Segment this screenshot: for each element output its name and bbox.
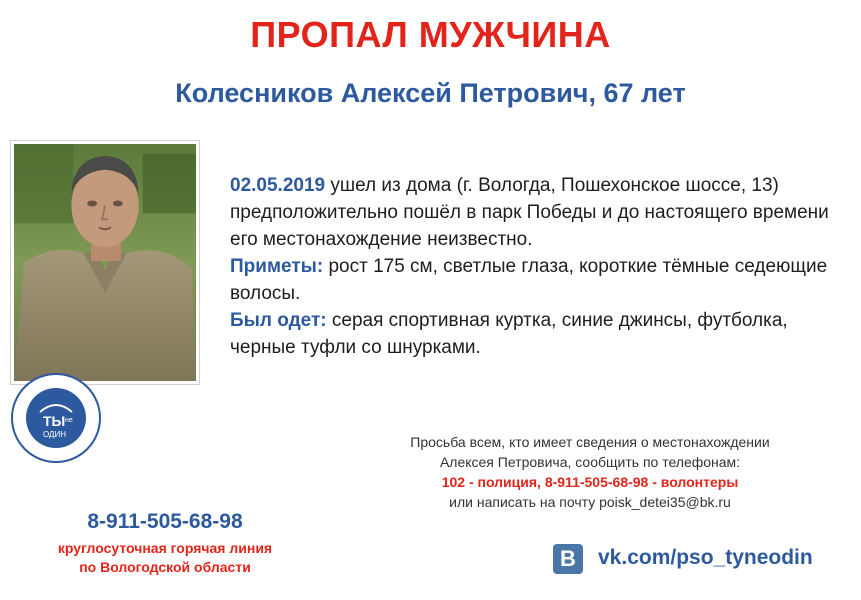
clothes-text: серая спортивная куртка, синие джинсы, футболка, черные туфли со шнурками. <box>230 310 788 358</box>
photo-frame <box>10 140 200 385</box>
request-line-2: Алексея Петровича, сообщить по телефонам: <box>439 454 741 470</box>
badge-text-odin: ОДИН <box>43 430 66 439</box>
hotline-number: 8-911-505-68-98 <box>87 510 243 533</box>
hotline-caption-line-2: по Вологодской области <box>79 559 251 575</box>
clothes-label: Был одет: <box>230 310 327 331</box>
email-line: или написать на почту poisk_detei35@bk.ru <box>449 494 731 510</box>
person-photo <box>14 144 196 381</box>
departure-text: ушел из дома (г. Вологда, Пошехонское шоссе, 13) предположительно пошёл в парк Победы и до настоящего времени его местонахождение неизвестно. <box>230 175 829 250</box>
phone-numbers-line: 102 - полиция, 8-911-505-68-98 - волонтеры <box>441 474 739 490</box>
volunteer-badge-logo <box>10 372 102 464</box>
hotline-caption <box>20 539 310 577</box>
vk-icon[interactable]: B <box>553 544 583 574</box>
poster-title: ПРОПАЛ МУЖЧИНА <box>250 14 611 55</box>
badge-text-ne: не <box>65 417 73 424</box>
badge-text-ty: ТЫ <box>43 413 66 429</box>
person-name: Колесников Алексей Петрович, 67 лет <box>175 78 686 108</box>
contact-request <box>340 432 840 512</box>
request-line-1: Просьба всем, кто имеет сведения о местонахождении <box>410 434 770 450</box>
vk-link[interactable]: vk.com/pso_tyneodin <box>598 546 813 569</box>
description-block <box>230 172 840 361</box>
features-text: рост 175 см, светлые глаза, короткие тёмные седеющие волосы. <box>230 256 828 304</box>
features-label: Приметы: <box>230 256 324 277</box>
missing-date: 02.05.2019 <box>230 175 326 196</box>
hotline-caption-line-1: круглосуточная горячая линия <box>57 540 273 556</box>
